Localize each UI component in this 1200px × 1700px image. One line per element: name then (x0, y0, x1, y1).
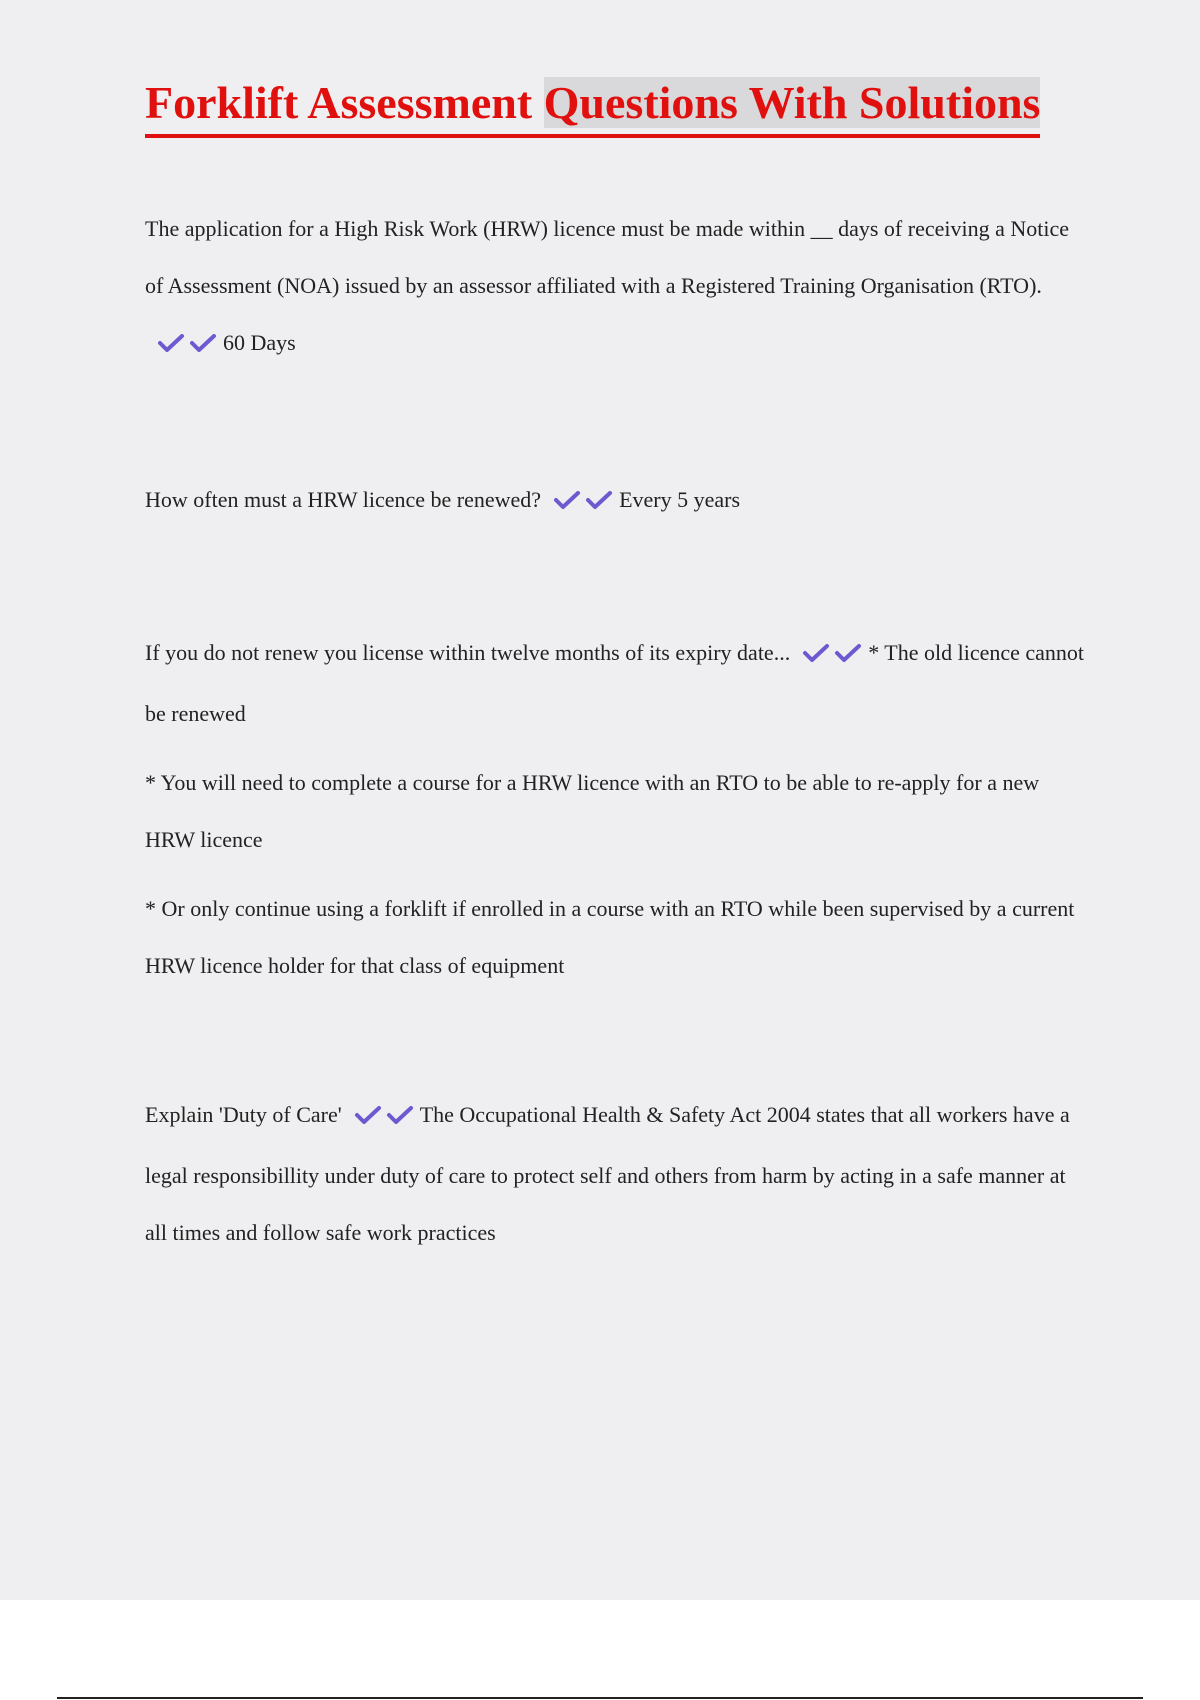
answer-text: Every 5 years (619, 487, 741, 512)
answer-bullet-2: * Or only continue using a forklift if enrolled in a course with an RTO while been supervised by a current HRW licence holder for that class of equipment (145, 896, 1075, 978)
double-checkmark-icon (553, 475, 617, 532)
double-checkmark-icon (802, 628, 866, 685)
question-text: How often must a HRW licence be renewed? (145, 487, 542, 512)
answer-text: 60 Days (223, 330, 296, 355)
qa-item-3 (145, 624, 1090, 994)
question-text: If you do not renew you license within twelve months of its expiry date... (145, 640, 791, 665)
answer-bullet-1: * You will need to complete a course for a HRW licence with an RTO to be able to re-apply for a new HRW licence (145, 770, 1040, 852)
double-checkmark-icon (157, 318, 221, 375)
qa-list (145, 200, 1090, 1261)
document-title (145, 72, 1040, 138)
title-part-2-highlighted: Questions With Solutions (543, 77, 1041, 128)
qa-item-1 (145, 200, 1090, 375)
qa-item-4 (145, 1086, 1090, 1261)
question-text: Explain 'Duty of Care' (145, 1102, 342, 1127)
question-text: The application for a High Risk Work (HRW) licence must be made within __ days of receiving a Notice of Assessment (NOA) issued by an assessor affiliated with a Registered Training Organisation (RTO). (145, 216, 1070, 298)
qa-paragraph (145, 200, 1090, 375)
qa-paragraph (145, 471, 1090, 532)
double-checkmark-icon (354, 1090, 418, 1147)
qa-item-2 (145, 471, 1090, 532)
answer-text: * The old licence cannot be renewed (145, 640, 1085, 726)
qa-paragraph (145, 1086, 1090, 1261)
footer-divider (57, 1697, 1143, 1699)
title-part-1: Forklift Assessment (145, 77, 544, 128)
answer-text: The Occupational Health & Safety Act 2004 states that all workers have a legal responsibillity under duty of care to protect self and others from harm by acting in a safe manner at all times and follow safe work practices (145, 1102, 1070, 1245)
qa-paragraph (145, 624, 1090, 742)
